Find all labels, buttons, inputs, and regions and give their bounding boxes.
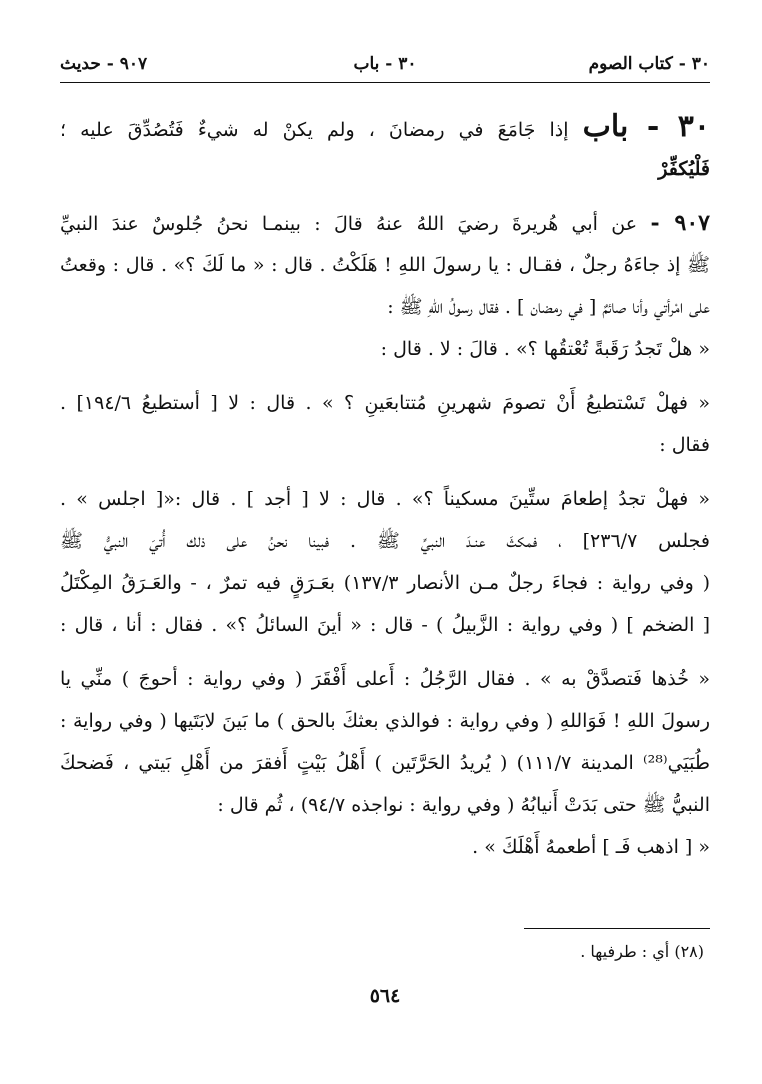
hadith-line: فجلس ٢٣٦/٧] ، فمكثَ عنـدَ النبيِّ ﷺ . فبينا نحنُ على ذلك أُتيَ النبيُّ ﷺ [60, 530, 711, 552]
hadith-number: ٩٠٧ - [650, 210, 710, 236]
footnote-divider [524, 928, 710, 929]
hadith-line: ٩٠٧ - عن أبي هُريرةَ رضيَ اللهُ عنهُ قالَ : بينمـا نحنُ جُلوسٌ عندَ النبيِّ [60, 210, 710, 236]
chapter-title-part-1: إذا جَامَعَ في رمضانَ ، ولم يكنْ له شيءٌ فَتُصُدِّقَ عليه ؛ [60, 119, 569, 141]
hadith-line: على امْرأتي وأنا صائمٌ [ في رمضان ] . فقال رسولُ اللهِ ﷺ : [387, 296, 710, 318]
chapter-number: ٣٠ - باب [582, 109, 711, 144]
hadith-line: [ الضخم ] ( وفي رواية : الزَّبيلُ ) - قال : « أينَ السائلُ ؟» . فقال : أنا ، قال : [60, 614, 710, 636]
hadith-line: النبيُّ ﷺ حتى بَدَتْ أَنيابُهُ ( وفي رواية : نواجذه ٩٤/٧) ، ثُم قال : [217, 794, 710, 816]
hadith-line: فقال : [659, 434, 710, 456]
chapter-heading-line-1 [60, 106, 710, 148]
chapter-heading-line-2 [60, 148, 710, 190]
page-number: ٥٦٤ [369, 985, 401, 1007]
hadith-line: ( وفي رواية : فجاءَ رجلٌ مـن الأنصار ١٣٧/٣) بعَـرَقٍ فيه تمرٌ ، - والعَـرَقُ المِكْتَلُ [60, 572, 710, 594]
hadith-line: رسولَ اللهِ ! فَوَاللهِ ( وفي رواية : فوالذي بعثكَ بالحق ) ما بَينَ لابَتَيها ( وفي رواية : [60, 710, 710, 732]
header-divider [60, 82, 710, 83]
hadith-line: « هلْ تَجدُ رَقَبةً تُعْتقُها ؟» . قالَ : لا . قال : [380, 338, 710, 360]
page-body [60, 106, 710, 868]
footnote: (٢٨) أي : طرفيها . [580, 942, 704, 961]
hadith-line: ﷺ إذ جاءَهُ رجلٌ ، فقـال : يا رسولَ اللهِ ! هَلَكْتُ . قال : « ما لَكَ ؟» . قال : وقعتُ [60, 254, 710, 276]
hadith-line: « فهلْ تجدُ إطعامَ ستِّينَ مسكيناً ؟» . قال : لا [ أجد ] . قال :«[ اجلس » . [60, 488, 710, 510]
chapter-title-part-2: فَلْيُكفِّرْ [658, 158, 710, 180]
hadith-line: « خُذها فَتصدَّقْ به » . فقال الرَّجُلُ : أَعلى أَفْقَرَ ( وفي رواية : أحوجَ ) منِّي يا [60, 668, 710, 690]
header-chapter: ٣٠ - باب [353, 54, 417, 74]
hadith-line: « فهلْ تَسْتطيعُ أَنْ تصومَ شهرينِ مُتتابعَينِ ؟ » . قال : لا [ أستطيعُ ١٩٤/٦] . [60, 392, 710, 414]
header-hadith-number: ٩٠٧ - حديث [60, 54, 148, 74]
hadith-line: « [ اذهب فَـ ] أطعمهُ أَهْلَكَ » . [472, 836, 710, 858]
hadith-line: طُبَيَي⁽²⁸⁾ المدينة ١١١/٧) ( يُريدُ الحَرَّتَين ) أَهْلُ بَيْتٍ أَفقرَ من أَهْلِ بَيتي ، فَضحكَ [60, 752, 710, 774]
book-page [60, 0, 710, 1084]
running-header [60, 52, 710, 76]
header-book-title: ٣٠ - كتاب الصوم [588, 54, 710, 74]
